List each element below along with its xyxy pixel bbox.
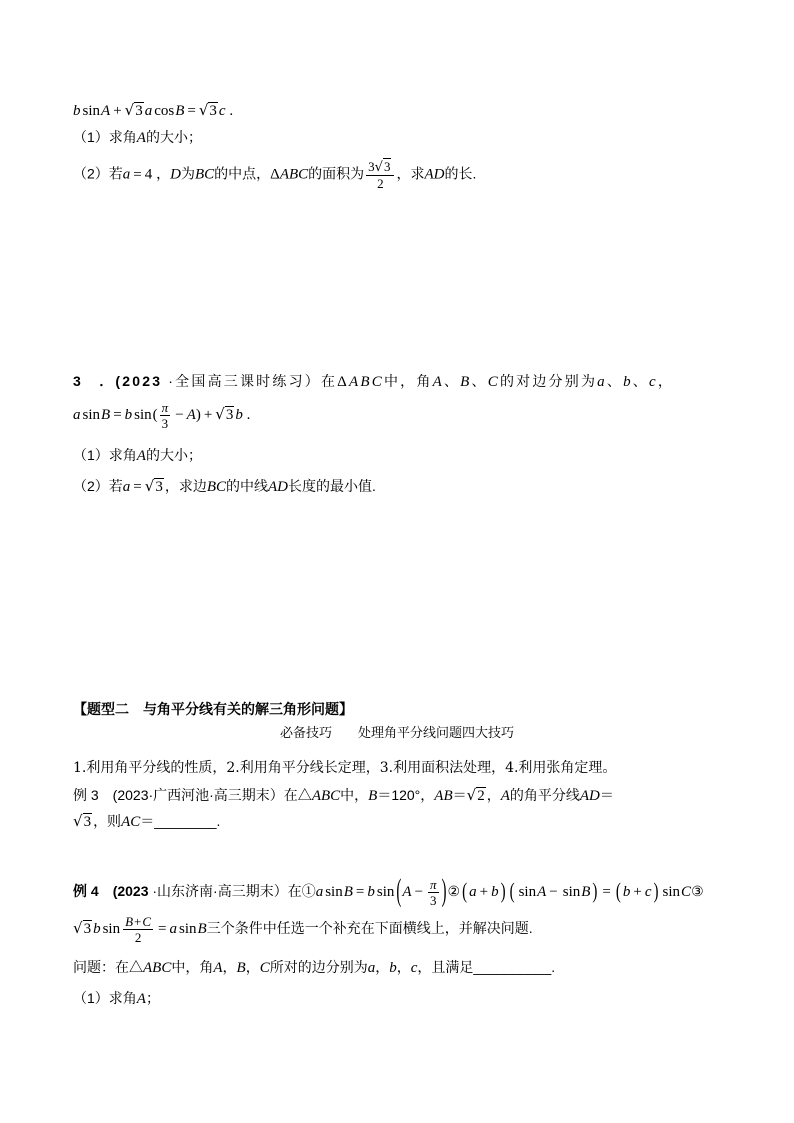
radicand: 3 [209, 103, 217, 119]
text-run: （2）若 [73, 478, 123, 494]
math-variable: c [410, 960, 418, 976]
medium-bracket: ) [500, 880, 506, 904]
example-3-line-1 [73, 785, 614, 806]
math-variable: A [432, 374, 444, 390]
math-variable: C [681, 884, 692, 901]
radicand: 3 [225, 407, 234, 424]
math-variable: π [430, 877, 437, 892]
math-variable: A [186, 407, 196, 424]
problem-3-part-2 [73, 476, 376, 497]
math-variable: π [161, 400, 169, 415]
math-variable: A [402, 884, 412, 901]
math-function: sin [134, 407, 152, 424]
math-symbol: 3 [368, 159, 375, 174]
math-variable: A [136, 991, 146, 1007]
math-variable: AD [268, 479, 288, 495]
text-run: ·山东济南·高三期末）在① [148, 883, 316, 900]
square-root [125, 103, 144, 119]
math-variable: A [136, 448, 146, 464]
radicand: 2 [477, 788, 485, 804]
fraction-denominator [160, 415, 171, 431]
radical-sign: √ [73, 919, 83, 938]
math-variable: C [142, 914, 152, 929]
math-variable: c [648, 374, 658, 390]
text-run [83, 373, 99, 389]
radical-sign: √ [198, 101, 209, 119]
math-symbol: 3 [161, 416, 169, 431]
math-variable: c [218, 103, 226, 119]
bold-text-run: 3 [73, 373, 83, 389]
math-variable: a [169, 921, 178, 938]
math-operator: + [134, 914, 142, 929]
math-variable: B [125, 914, 134, 929]
math-function: sin [518, 884, 537, 901]
math-symbol: 3 [430, 893, 437, 908]
text-run: 问题：在△ [73, 959, 143, 975]
math-function: cos [154, 103, 175, 119]
text-run: 的中线 [226, 478, 268, 494]
bold-text-run: (2023 [112, 883, 149, 900]
math-variable: a [315, 884, 324, 901]
medium-bracket: ( [462, 880, 468, 904]
text-run: 例 3 (2023·广西河池·高三期末）在△ [73, 787, 312, 803]
math-variable: a [144, 103, 153, 119]
tips-label: 必备技巧 [279, 726, 332, 741]
math-symbol: Δ [337, 374, 350, 390]
square-root [145, 479, 164, 495]
text-run: 所对的边分别为 [269, 959, 368, 975]
text-run: 的大小； [145, 129, 202, 145]
tips-heading-text: 处理角平分线问题四大技巧 [358, 726, 515, 741]
math-function: sin [562, 884, 581, 901]
text-run: 的对边分别为 [499, 373, 598, 389]
math-symbol: Δ [270, 166, 280, 183]
math-variable: AD [424, 166, 445, 183]
math-symbol: 2 [134, 930, 142, 945]
text-run: ， [486, 787, 501, 803]
text-run: 中， [340, 787, 369, 803]
text-run: （2）若 [73, 165, 123, 182]
math-symbol: ( [152, 407, 158, 424]
text-run: ， [396, 959, 411, 975]
math-operator: = [113, 407, 122, 424]
text-run [99, 883, 113, 899]
answer-blank: ________ [154, 813, 217, 829]
text-run: ② [447, 883, 461, 900]
fraction-numerator [160, 400, 171, 415]
math-operator: = [133, 479, 142, 495]
math-variable: a [122, 479, 131, 495]
large-bracket: ( [396, 875, 402, 910]
text-run: （1）求角 [73, 990, 137, 1006]
large-bracket: ) [441, 875, 447, 910]
math-variable: B [197, 921, 207, 938]
radical-sign: √ [466, 786, 477, 804]
example-4-problem [73, 957, 555, 978]
math-function: sin [179, 921, 197, 938]
math-variable: a [469, 884, 477, 901]
problem-3-header [73, 371, 674, 392]
example-4-line-2 [73, 914, 533, 945]
problem-2-condition [73, 100, 233, 121]
text-run: ，求边 [164, 478, 207, 494]
math-variable: BC [195, 166, 215, 183]
math-variable: ABC [143, 960, 172, 976]
medium-bracket: ( [509, 880, 515, 904]
math-operator: − [414, 884, 424, 901]
medium-bracket: ( [615, 880, 621, 904]
math-variable: b [235, 407, 243, 424]
math-function: sin [325, 884, 343, 901]
math-operator: = [187, 103, 196, 119]
medium-bracket: ) [653, 880, 659, 904]
text-run: ，则 [93, 813, 122, 829]
text-run: ， [375, 959, 390, 975]
math-variable: a [367, 960, 376, 976]
math-variable: a [597, 374, 607, 390]
radical-sign: √ [144, 477, 155, 495]
fraction [428, 877, 439, 908]
math-variable: C [487, 374, 500, 390]
math-function: sin [82, 103, 101, 119]
radicand: 3 [83, 814, 92, 830]
math-operator: = [133, 166, 142, 183]
text-run: ； [145, 990, 160, 1006]
example-4-part-1 [73, 988, 160, 1009]
radicand: 3 [383, 159, 391, 174]
math-variable: c [644, 884, 652, 901]
math-function: sin [662, 884, 681, 901]
problem-2-part-2 [73, 159, 476, 191]
square-root [215, 407, 234, 423]
text-run: 、 [606, 373, 624, 389]
fraction [160, 400, 171, 431]
text-run: 、 [471, 373, 488, 389]
math-variable: B [581, 884, 591, 901]
math-variable: b [389, 960, 397, 976]
text-run: ，求 [396, 165, 425, 182]
math-variable: ABC [311, 788, 341, 804]
answer-blank: __________ [473, 959, 552, 975]
bold-text-run: ．(2023 [99, 373, 163, 389]
math-variable: AD [579, 788, 600, 804]
math-variable: AC [121, 814, 141, 830]
fraction-numerator [123, 914, 153, 929]
math-variable: a [122, 166, 131, 183]
text-run: . [216, 813, 221, 829]
math-variable: B [101, 407, 111, 424]
text-run: ③ [691, 883, 704, 900]
math-variable: B [175, 103, 185, 119]
text-run: ＝120°， [377, 787, 435, 803]
radical-sign: √ [374, 160, 383, 175]
text-run: ＝ [599, 787, 614, 803]
radical-sign: √ [73, 812, 83, 830]
math-variable: b [124, 407, 133, 424]
text-run: 、 [632, 373, 649, 389]
math-variable: b [623, 374, 633, 390]
math-variable: ABC [279, 166, 309, 183]
math-variable: ABC [349, 374, 384, 390]
fraction [366, 159, 394, 191]
text-run: （1）求角 [73, 447, 137, 463]
math-variable: D [170, 166, 181, 183]
example-3-line-2 [73, 811, 220, 832]
math-operator: = [602, 884, 611, 901]
square-root [467, 788, 486, 804]
math-operator: = [355, 884, 365, 901]
text-run: ， [245, 959, 260, 975]
math-symbol: ) [195, 407, 201, 424]
fraction-denominator [366, 175, 394, 191]
text-run: ， [657, 373, 675, 389]
math-operator: − [549, 884, 558, 901]
text-run: 的中点， [214, 165, 271, 182]
math-variable: A [101, 103, 111, 119]
section-title: 【题型二 与角平分线有关的解三角形问题】 [73, 701, 353, 717]
problem-3-part-1 [73, 445, 202, 466]
text-run: 、 [443, 373, 461, 389]
text-run: 中，角 [171, 959, 214, 975]
math-variable: b [367, 884, 375, 901]
math-operator: + [203, 407, 213, 424]
math-variable: BC [206, 479, 226, 495]
math-variable: B [343, 884, 353, 901]
text-run: ＝ [452, 787, 467, 803]
math-operator: = [158, 921, 167, 938]
math-operator: + [113, 103, 122, 119]
math-variable: C [259, 960, 270, 976]
math-variable: B [368, 788, 378, 804]
example-4-line-1 [73, 877, 704, 908]
math-operator: − [175, 407, 184, 424]
tips-list: 1.利用角平分线的性质，2.利用角平分线长定理，3.利用面积法处理，4.利用张角定理。 [73, 760, 617, 776]
text-run: ， [222, 959, 237, 975]
math-symbol: . [242, 407, 251, 424]
text-run: 长度的最小值. [288, 478, 376, 494]
math-function: sin [102, 921, 121, 938]
fraction-numerator [428, 877, 439, 892]
text-run: . [551, 959, 556, 975]
math-variable: b [491, 884, 499, 901]
math-function: sin [82, 407, 101, 424]
text-run: 中，角 [383, 373, 433, 389]
text-run: ，且满足 [417, 959, 474, 975]
problem-2-part-1 [73, 127, 202, 148]
math-variable: A [500, 788, 510, 804]
text-run: 的长. [444, 165, 477, 182]
radicand: 3 [135, 103, 143, 119]
text-run: ＝ [140, 813, 155, 829]
math-variable: A [136, 130, 146, 146]
math-variable: A [213, 960, 223, 976]
math-operator: + [479, 884, 489, 901]
problem-3-condition [73, 400, 250, 431]
text-run: ·全国高三课时练习）在 [162, 373, 338, 389]
radical-sign: √ [124, 101, 135, 119]
math-operator: + [633, 884, 642, 901]
square-root [375, 159, 392, 174]
math-variable: b [622, 884, 631, 901]
math-variable: A [537, 884, 547, 901]
math-variable: B [460, 374, 472, 390]
square-root [199, 103, 218, 119]
fraction-denominator [428, 892, 439, 908]
square-root [73, 921, 92, 937]
text-run: 为 [181, 165, 195, 182]
text-run: 的面积为 [308, 165, 365, 182]
fraction-numerator [366, 159, 394, 175]
text-run: 的角平分线 [509, 787, 580, 803]
radicand: 3 [83, 921, 92, 938]
math-symbol: 2 [377, 176, 384, 191]
bold-text-run: 例 4 [73, 883, 99, 900]
math-variable: B [236, 960, 246, 976]
square-root [73, 814, 92, 830]
medium-bracket: ) [592, 880, 598, 904]
math-variable: b [93, 921, 101, 938]
tips-heading [0, 724, 794, 744]
text-run: ， [152, 165, 171, 182]
text-run: 三个条件中任选一个补充在下面横线上，并解决问题. [206, 920, 533, 937]
math-symbol: . [225, 103, 234, 119]
math-variable: AB [434, 788, 453, 804]
math-variable: a [73, 407, 81, 424]
radicand: 3 [155, 479, 163, 495]
fraction [123, 914, 153, 945]
math-function: sin [376, 884, 395, 901]
text-run: （1）求角 [73, 129, 137, 145]
radical-sign: √ [215, 405, 225, 424]
text-run: 的大小； [145, 447, 202, 463]
math-variable: b [73, 103, 81, 119]
math-symbol: 4 [144, 166, 153, 183]
fraction-denominator [123, 929, 153, 945]
